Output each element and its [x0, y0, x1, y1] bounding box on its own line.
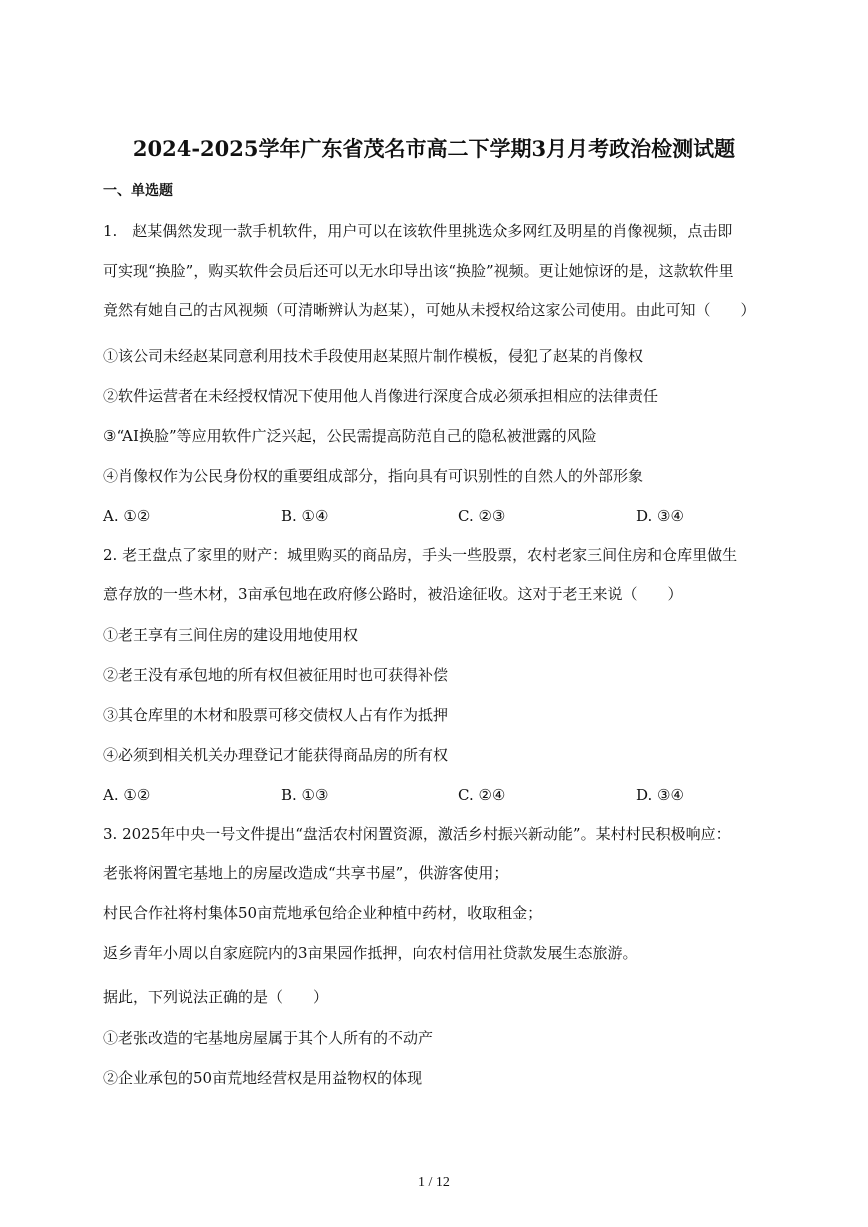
q1-option-b[interactable]: B. ①④	[281, 507, 329, 525]
q2-option-b[interactable]: B. ①③	[281, 786, 329, 804]
q2-stem-line-2: 意存放的一些木材，3亩承包地在政府修公路时，被沿途征收。这对于老王来说（ ）	[103, 585, 683, 603]
q2-option-a[interactable]: A. ①②	[103, 786, 151, 804]
q3-stem-line-3: 村民合作社将村集体50亩荒地承包给企业种植中药材，收取租金；	[103, 904, 543, 922]
q2-statement-3: ③其仓库里的木材和股票可移交债权人占有作为抵押	[103, 706, 449, 724]
q2-statement-1: ①老王享有三间住房的建设用地使用权	[103, 626, 359, 644]
q2-option-c[interactable]: C. ②④	[458, 786, 506, 804]
q3-stem-line-1: 3. 2025年中央一号文件提出“盘活农村闲置资源，激活乡村振兴新动能”。某村村民积极响应：	[103, 825, 731, 843]
q1-statement-4: ④肖像权作为公民身份权的重要组成部分，指向具有可识别性的自然人的外部形象	[103, 467, 644, 485]
q1-option-d[interactable]: D. ③④	[636, 507, 684, 525]
q3-stem-line-2: 老张将闲置宅基地上的房屋改造成“共享书屋”，供游客使用；	[103, 864, 509, 882]
q1-option-a[interactable]: A. ①②	[103, 507, 151, 525]
q3-statement-1: ①老张改造的宅基地房屋属于其个人所有的不动产	[103, 1029, 434, 1047]
q3-statement-2: ②企业承包的50亩荒地经营权是用益物权的体现	[103, 1069, 423, 1087]
page-number: 1 / 12	[418, 1175, 450, 1190]
q1-statement-1: ①该公司未经赵某同意利用技术手段使用赵某照片制作模板，侵犯了赵某的肖像权	[103, 347, 644, 365]
q1-statement-2: ②软件运营者在未经授权情况下使用他人肖像进行深度合成必须承担相应的法律责任	[103, 387, 659, 405]
q1-statement-3: ③“AI换脸”等应用软件广泛兴起，公民需提高防范自己的隐私被泄露的风险	[103, 427, 597, 445]
document-title: 2024-2025学年广东省茂名市高二下学期3月月考政治检测试题	[132, 136, 736, 161]
section-heading-single-choice: 一、单选题	[103, 183, 173, 199]
q1-option-c[interactable]: C. ②③	[458, 507, 506, 525]
q2-option-d[interactable]: D. ③④	[636, 786, 684, 804]
q3-stem-line-4: 返乡青年小周以自家庭院内的3亩果园作抵押，向农村信用社贷款发展生态旅游。	[103, 944, 638, 962]
q1-stem-line-3: 竟然有她自己的古风视频（可清晰辨认为赵某），可她从未授权给这家公司使用。由此可知（ ）	[103, 301, 756, 319]
q2-stem-line-1: 2. 老王盘点了家里的财产：城里购买的商品房，手头一些股票，农村老家三间住房和仓库里做生	[103, 546, 738, 564]
q1-stem-line-2: 可实现“换脸”，购买软件会员后还可以无水印导出该“换脸”视频。更让她惊讶的是，这款软件里	[103, 262, 734, 280]
q2-statement-2: ②老王没有承包地的所有权但被征用时也可获得补偿	[103, 666, 449, 684]
q3-stem-line-5: 据此，下列说法正确的是（ ）	[103, 988, 329, 1006]
q1-stem-line-1: 1. 赵某偶然发现一款手机软件，用户可以在该软件里挑选众多网红及明星的肖像视频，点击即	[103, 222, 733, 240]
q2-statement-4: ④必须到相关机关办理登记才能获得商品房的所有权	[103, 746, 449, 764]
